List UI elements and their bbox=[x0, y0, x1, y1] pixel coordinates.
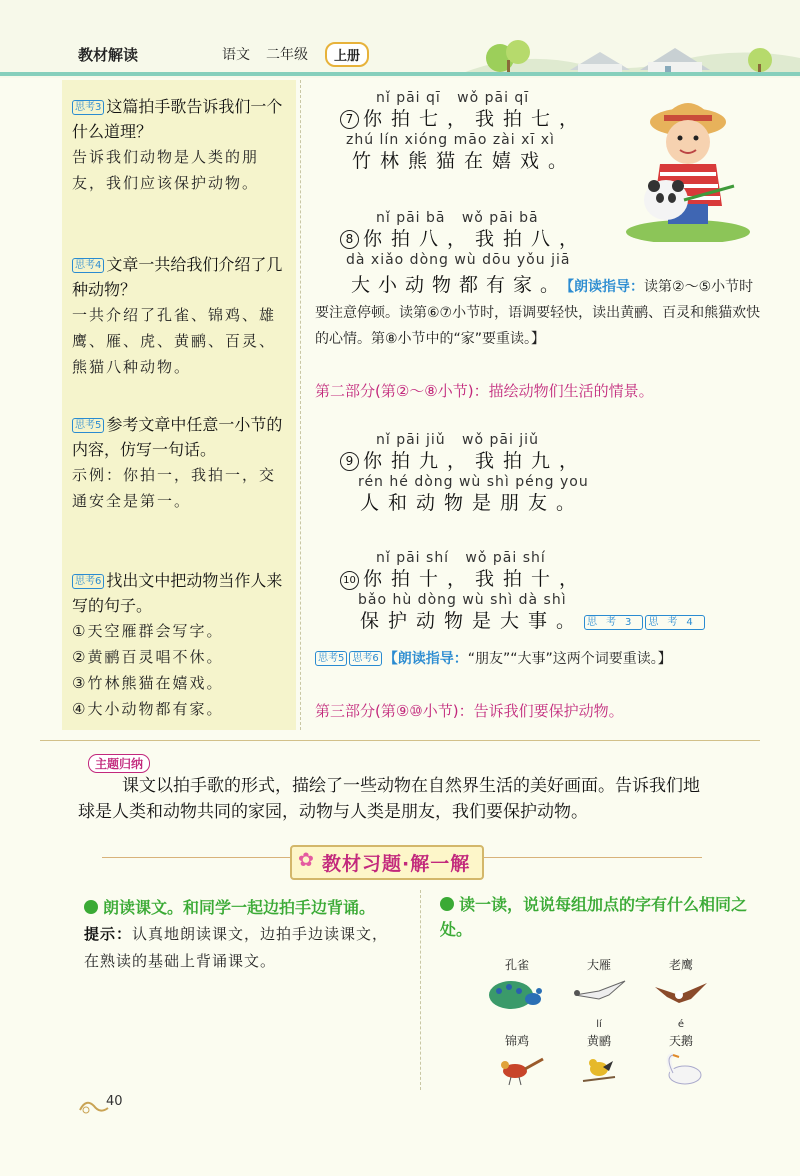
theme-summary bbox=[78, 773, 768, 825]
stanza-9 bbox=[340, 432, 589, 516]
bird-label: 天鹅 bbox=[668, 1034, 693, 1048]
think-tag: 思考5 bbox=[72, 418, 104, 433]
stanza-8 bbox=[340, 210, 587, 268]
guide-label: 【朗读指导： bbox=[383, 651, 468, 667]
eagle-icon bbox=[651, 973, 711, 1011]
part-two-summary: 第二部分(第②～⑧小节)：描绘动物们生活的情景。 bbox=[315, 382, 654, 400]
column-divider bbox=[300, 80, 301, 730]
bird-wild-goose bbox=[566, 944, 632, 1015]
reading-guide-1 bbox=[315, 272, 765, 352]
think-tag: 思考4 bbox=[645, 615, 704, 630]
think-answer: 一共介绍了孔雀、锦鸡、雄鹰、雁、虎、黄鹂、百灵、熊猫八种动物。 bbox=[72, 306, 277, 376]
poem-line: 你拍十，我拍十， bbox=[363, 568, 588, 590]
bird-pinyin bbox=[484, 1020, 550, 1030]
think-tag: 思考3 bbox=[584, 615, 643, 630]
pinyin-line: bǎo hù dòng wù shì dà shì bbox=[358, 592, 567, 608]
summary-tag: 主题归纳 bbox=[88, 754, 150, 773]
oriole-icon bbox=[569, 1049, 629, 1087]
think-answer-line: ④大小动物都有家。 bbox=[72, 700, 224, 718]
stanza-number: 7 bbox=[340, 110, 359, 129]
bird-pinyin bbox=[648, 944, 714, 954]
subject-label: 语文 bbox=[222, 47, 250, 63]
exercise-title bbox=[290, 845, 484, 880]
think-tag: 思考6 bbox=[72, 574, 104, 589]
header-rule bbox=[0, 72, 800, 76]
think-answer-line: ③竹林熊猫在嬉戏。 bbox=[72, 674, 224, 692]
pinyin-line: dà xiǎo dòng wù dōu yǒu jiā bbox=[346, 252, 571, 268]
wild-goose-icon bbox=[569, 973, 629, 1011]
exercise-task: 朗读课文。和同学一起边拍手边背诵。 bbox=[103, 898, 376, 917]
pinyin-line: nǐ pāi jiǔ wǒ pāi jiǔ bbox=[376, 432, 539, 448]
stanza-number: 8 bbox=[340, 230, 359, 249]
pinyin-line: zhú lín xióng māo zài xī xì bbox=[346, 132, 555, 148]
think-item-5 bbox=[72, 412, 292, 514]
think-sidebar bbox=[62, 80, 296, 730]
poem-line: 人和动物是朋友。 bbox=[360, 492, 585, 514]
exercise-task: 读一读，说说每组加点的字有什么相同之处。 bbox=[440, 895, 748, 939]
bird-label: 大雁 bbox=[586, 958, 611, 972]
think-answer-line: ①天空雁群会写字。 bbox=[72, 622, 224, 640]
think-item-4 bbox=[72, 252, 292, 380]
guide-text: “朋友”“大事”这两个词要重读。】 bbox=[467, 651, 672, 667]
stanza-number: 10 bbox=[340, 571, 359, 590]
poem-line: 保护动物是大事。 bbox=[360, 610, 585, 632]
bird-label: 老鹰 bbox=[668, 958, 693, 972]
stanza-7 bbox=[340, 90, 587, 174]
hint-text: 认真地朗读课文，边拍手边读课文，在熟读的基础上背诵课文。 bbox=[84, 925, 389, 970]
bird-pinyin bbox=[566, 944, 632, 954]
summary-line: 球是人类和动物共同的家园，动物与人类是朋友，我们要保护动物。 bbox=[78, 802, 588, 822]
bird-pinyin: é bbox=[677, 1019, 685, 1030]
pinyin-line: nǐ pāi shí wǒ pāi shí bbox=[376, 550, 546, 566]
poem-line: 你拍七，我拍七， bbox=[363, 108, 588, 130]
think-question: 这篇拍手歌告诉我们一个什么道理？ bbox=[72, 97, 283, 141]
bird-pinyin: lí bbox=[596, 1019, 602, 1030]
stanza-10 bbox=[340, 550, 707, 634]
section-divider bbox=[40, 740, 760, 741]
flower-icon: ✿ bbox=[298, 849, 315, 871]
grade-label: 二年级 bbox=[266, 47, 308, 63]
header-decoration bbox=[460, 30, 800, 76]
exercise-right bbox=[440, 892, 770, 942]
bullet-icon bbox=[440, 897, 454, 911]
exercise-divider bbox=[420, 890, 421, 1090]
peacock-icon bbox=[487, 973, 547, 1011]
think-question: 参考文章中任意一小节的内容，仿写一句话。 bbox=[72, 415, 283, 459]
poem-line: 竹林熊猫在嬉戏。 bbox=[352, 150, 577, 172]
bird-eagle bbox=[648, 944, 714, 1015]
think-tag: 思考3 bbox=[72, 100, 104, 115]
bird-label: 黄鹂 bbox=[586, 1034, 611, 1048]
pinyin-line: nǐ pāi bā wǒ pāi bā bbox=[376, 210, 539, 226]
section-title: 教材解读 bbox=[78, 46, 139, 64]
think-answer: 告诉我们动物是人类的朋友，我们应该保护动物。 bbox=[72, 148, 260, 192]
hint-label: 提示： bbox=[84, 925, 133, 943]
think-item-3 bbox=[72, 94, 292, 196]
think-item-6 bbox=[72, 568, 292, 722]
reading-guide-2 bbox=[315, 646, 765, 672]
think-question: 文章一共给我们介绍了几种动物？ bbox=[72, 255, 283, 299]
bird-swan bbox=[648, 1020, 714, 1091]
exercise-title-text: 教材习题·解一解 bbox=[322, 853, 471, 875]
bullet-icon bbox=[84, 900, 98, 914]
poem-line: 你拍八，我拍八， bbox=[363, 228, 588, 250]
think-answer-line: ②黄鹂百灵唱不休。 bbox=[72, 648, 224, 666]
think-tag: 思考6 bbox=[349, 651, 381, 666]
bird-label: 孔雀 bbox=[504, 958, 529, 972]
poem-line: 大小动物都有家。 bbox=[351, 274, 568, 296]
summary-line: 课文以拍手歌的形式，描绘了一些动物在自然界生活的美好画面。告诉我们地 bbox=[122, 776, 700, 796]
guide-text: 读第②～⑤小节时要注意停顿。读第⑥⑦小节时，语调要轻快，读出黄鹂、百灵和熊猫欢快的心情。第⑧小节中的“家”要重读。】 bbox=[315, 279, 761, 347]
guide-label: 【朗读指导： bbox=[567, 279, 645, 295]
volume-badge: 上册 bbox=[325, 42, 369, 67]
exercise-left bbox=[84, 894, 404, 975]
think-tag: 思考4 bbox=[72, 258, 104, 273]
bird-label: 锦鸡 bbox=[504, 1034, 529, 1048]
think-tag: 思考5 bbox=[315, 651, 347, 666]
pinyin-line: nǐ pāi qī wǒ pāi qī bbox=[376, 90, 530, 106]
think-question: 找出文中把动物当作人来写的句子。 bbox=[72, 571, 283, 615]
bird-oriole bbox=[566, 1020, 632, 1091]
poem-line: 你拍九，我拍九， bbox=[363, 450, 588, 472]
bird-pinyin bbox=[484, 944, 550, 954]
golden-pheasant-icon bbox=[487, 1049, 547, 1087]
stanza-number: 9 bbox=[340, 452, 359, 471]
boy-with-panda-illustration bbox=[624, 82, 752, 242]
bird-golden-pheasant bbox=[484, 1020, 550, 1091]
bird-peacock bbox=[484, 944, 550, 1015]
swan-icon bbox=[651, 1049, 711, 1087]
pinyin-line: rén hé dòng wù shì péng you bbox=[358, 474, 589, 490]
think-answer: 示例：你拍一，我拍一，交通安全是第一。 bbox=[72, 466, 277, 510]
part-three-summary: 第三部分(第⑨⑩小节)：告诉我们要保护动物。 bbox=[315, 702, 624, 720]
page-number: 40 bbox=[106, 1094, 123, 1109]
